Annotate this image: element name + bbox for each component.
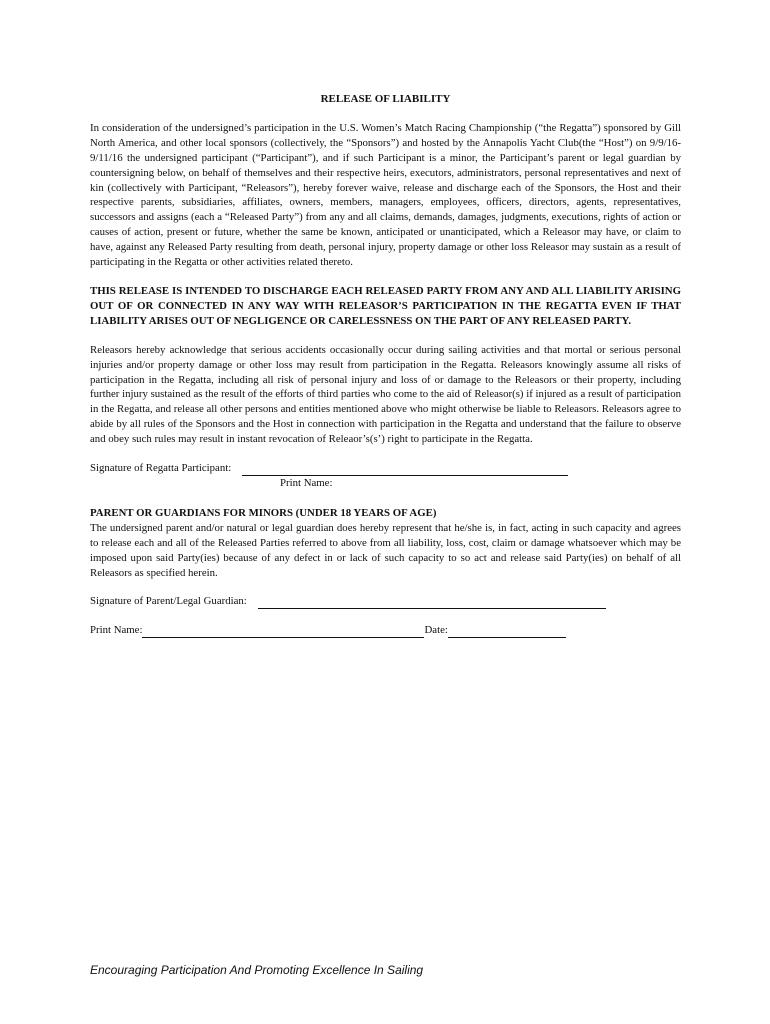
- guardian-date-line[interactable]: [448, 625, 566, 638]
- release-intent-paragraph: THIS RELEASE IS INTENDED TO DISCHARGE EACH RELEASED PARTY FROM ANY AND ALL LIABILITY ARISING OUT OF OR CONNECTED IN ANY WAY WITH RELEASOR’S PARTICIPATION IN THE REGATTA EVEN IF THAT LIABILITY ARISES OUT OF NEGLIGENCE OR CARELESSNESS ON THE PART OF ANY RELEASED PARTY.: [90, 284, 681, 327]
- document-title: RELEASE OF LIABILITY: [320, 93, 451, 105]
- guardian-date-label: Date:: [424, 624, 448, 637]
- participant-signature-row: [90, 461, 681, 476]
- document-body: [90, 92, 681, 638]
- guardian-signature-row: [90, 594, 681, 609]
- consideration-paragraph: In consideration of the undersigned’s participation in the U.S. Women’s Match Racing Championship (“the Regatta”) sponsored by Gill North America, and other local sponsors (collectively, the “Sponsors”) and hosted by the Annapolis Yacht Club(the “Host”) on 9/9/16-9/11/16 the undersigned participant (“Participant”), and if such Participant is a minor, the Participant’s parent or legal guardian by countersigning below, on behalf of themselves and their respective heirs, executors, administrators, personal representatives and next of kin (collectively with Participant, “Releasors”), hereby forever waive, release and discharge each of the Sponsors, the Host and their respective parents, subsidiaries, affiliates, owners, members, managers, employees, officers, directors, agents, representatives, successors and assigns (each a “Released Party”) from any and all claims, demands, damages, judgments, executions, rights of action or causes of action, present or future, whether the same be known, anticipated or unanticipated, which a Releasor may have, or claim to have, against any Released Party resulting from death, personal injury, property damage or other loss Releasor may sustain as a result of participating in the Regatta or other activities related thereto.: [90, 121, 681, 269]
- participant-signature-label: Signature of Regatta Participant:: [90, 462, 232, 475]
- guardian-print-name-line[interactable]: [142, 625, 424, 638]
- participant-signature-line[interactable]: [242, 463, 568, 476]
- guardian-signature-label: Signature of Parent/Legal Guardian:: [90, 595, 247, 608]
- acknowledgement-paragraph: Releasors hereby acknowledge that serious accidents occasionally occur during sailing activities and that mortal or serious personal injuries and/or property damage or other loss may result from participation in the Regatta. Releasors knowingly assume all risks of participation in the Regatta, including all risk of personal injury and loss of or damage to the Releasors or their property, including further injury sustained as the result of the efforts of third parties who come to the aid of Releasor(s) if injured as a result of participation in the Regatta, and release all other persons and entities mentioned above who might otherwise be liable to Releasors. Releasors agree to abide by all rules of the Sponsors and the Host in connection with participation in the Regatta and understand that the failure to observe and obey such rules may result in instant revocation of Releaor’s(s’) right to participate in the Regatta.: [90, 343, 681, 446]
- guardian-print-name-label: Print Name:: [90, 624, 143, 637]
- guardian-signature-line[interactable]: [258, 596, 606, 609]
- guardian-print-date-row: [90, 623, 681, 638]
- footer-tagline: Encouraging Participation And Promoting Excellence In Sailing: [90, 963, 424, 977]
- guardian-heading: PARENT OR GUARDIANS FOR MINORS (UNDER 18 YEARS OF AGE): [90, 506, 437, 519]
- guardian-paragraph: The undersigned parent and/or natural or legal guardian does hereby represent that he/she is, in fact, acting in such capacity and agrees to release each and all of the Released Parties referred to above from all liability, loss, cost, claim or damage whatsoever which may be imposed upon said Party(ies) because of any defect in or lack of such capacity to so act and release said Party(ies) on behalf of all Releasors as specified herein.: [90, 521, 681, 579]
- participant-print-name-label: Print Name:: [280, 477, 333, 490]
